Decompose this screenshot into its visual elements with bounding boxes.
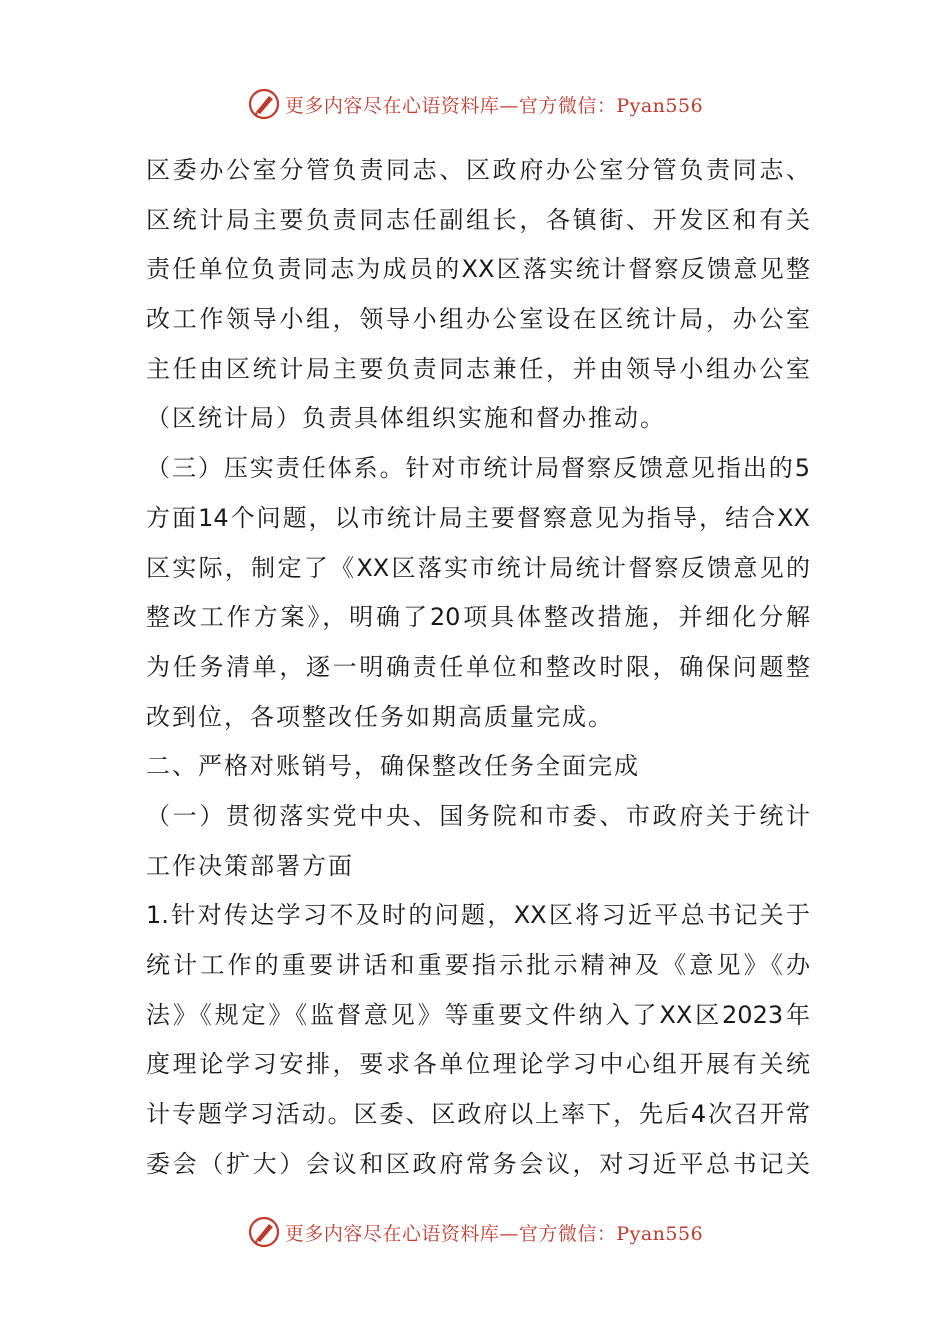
body-line: 委会（扩大）会议和区政府常务会议，对习近平总书记关 [146, 1149, 810, 1178]
body-line: 计专题学习活动。区委、区政府以上率下，先后4次召开常 [146, 1100, 810, 1129]
body-line: （三）压实责任体系。针对市统计局督察反馈意见指出的5 [146, 454, 810, 483]
header-banner [0, 84, 950, 124]
body-line: 改工作领导小组，领导小组办公室设在区统计局，办公室 [146, 305, 810, 334]
body-line: 主任由区统计局主要负责同志兼任，并由领导小组办公室 [146, 354, 810, 383]
document-body [146, 146, 810, 1189]
body-line: 度理论学习安排，要求各单位理论学习中心组开展有关统 [146, 1050, 810, 1079]
subsection-heading: （一）贯彻落实党中央、国务院和市委、市政府关于统计 [146, 801, 810, 830]
body-line: 整改工作方案》，明确了20项具体整改措施，并细化分解 [146, 603, 810, 632]
body-line: 区实际，制定了《XX区落实市统计局统计督察反馈意见的 [146, 553, 810, 582]
header-banner-text: 更多内容尽在心语资料库—官方微信：Pyan556 [284, 94, 704, 117]
body-line: 区统计局主要负责同志任副组长，各镇街、开发区和有关 [146, 205, 810, 234]
body-line: 统计工作的重要讲话和重要指示批示精神及《意见》《办 [146, 951, 810, 979]
body-line: 为任务清单，逐一明确责任单位和整改时限，确保问题整 [146, 652, 810, 681]
pen-logo-icon [247, 87, 281, 121]
body-line: 1.针对传达学习不及时的问题，XX区将习近平总书记关于 [146, 901, 810, 930]
body-line: 法》《规定》《监督意见》等重要文件纳入了XX区2023年 [146, 1000, 810, 1029]
footer-banner-text: 更多内容尽在心语资料库—官方微信：Pyan556 [284, 1222, 704, 1245]
body-line: （区统计局）负责具体组织实施和督办推动。 [146, 404, 666, 433]
subsection-heading: 工作决策部署方面 [146, 851, 354, 880]
body-line: 责任单位负责同志为成员的XX区落实统计督察反馈意见整 [146, 255, 810, 284]
section-heading: 二、严格对账销号，确保整改任务全面完成 [146, 752, 640, 781]
pen-logo-icon [247, 1215, 281, 1249]
body-line: 区委办公室分管负责同志、区政府办公室分管负责同志、 [146, 156, 810, 184]
body-line: 方面14个问题，以市统计局主要督察意见为指导，结合XX [146, 503, 810, 532]
body-line: 改到位，各项整改任务如期高质量完成。 [146, 702, 614, 731]
footer-banner [0, 1212, 950, 1252]
